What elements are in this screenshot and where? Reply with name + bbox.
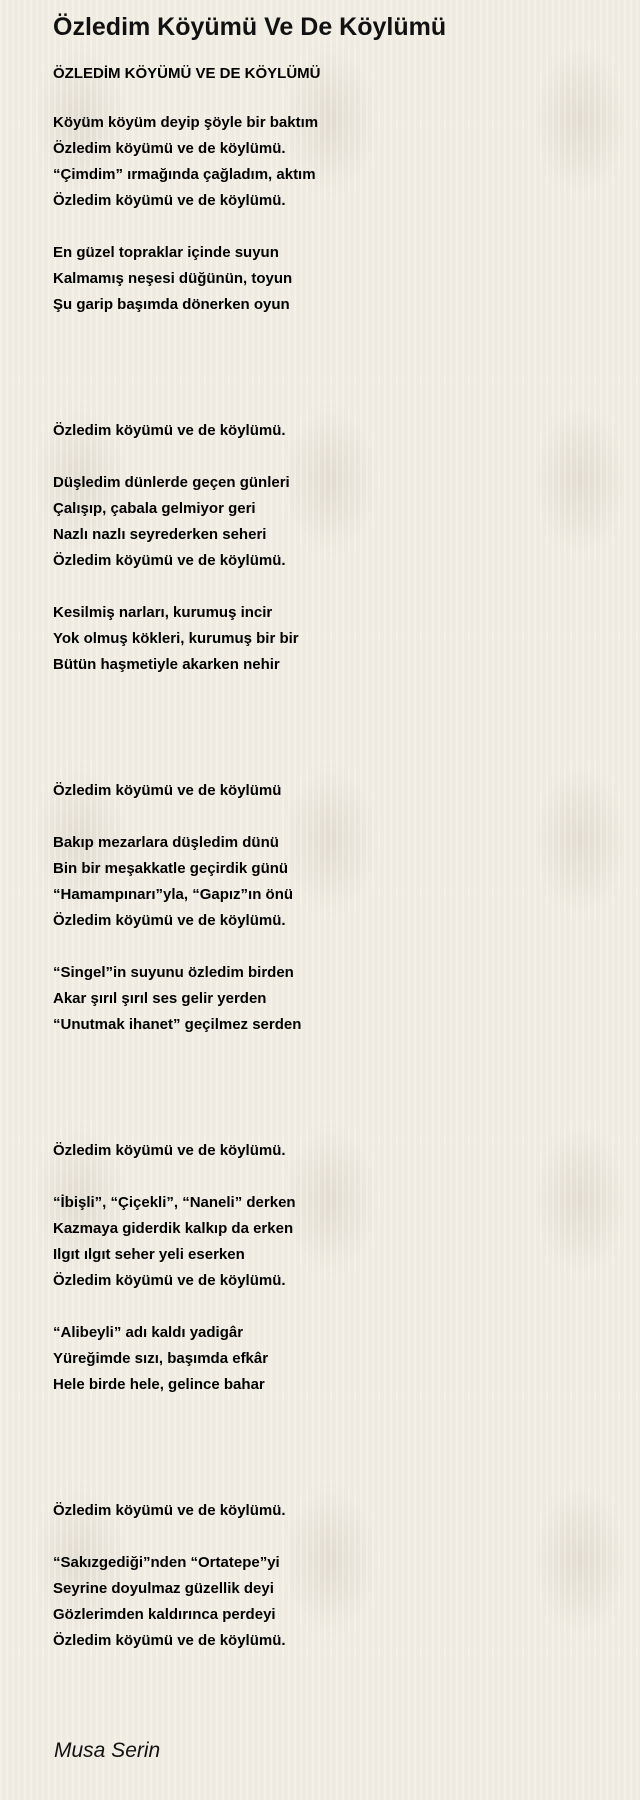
stanza-spacer	[53, 574, 640, 600]
poem-stanza	[53, 1320, 640, 1398]
poem-line: Kesilmiş narları, kurumuş incir	[53, 604, 273, 621]
poem-line: En güzel topraklar içinde suyun	[53, 244, 279, 261]
poem-stanza	[53, 1190, 640, 1294]
poem-line: Bin bir meşakkatle geçirdik günü	[53, 860, 289, 877]
stanza-spacer	[53, 1164, 640, 1190]
poem-line: “Hamampınarı”yla, “Gapız”ın önü	[53, 886, 294, 903]
poem-line: Köyüm köyüm deyip şöyle bir baktım	[53, 114, 319, 131]
poem-line: Özledim köyümü ve de köylümü.	[53, 1502, 286, 1519]
stanza-spacer	[53, 678, 640, 778]
stanza-spacer	[53, 318, 640, 418]
poem-line: Düşledim dünlerde geçen günleri	[53, 474, 290, 491]
stanza-spacer	[53, 1524, 640, 1550]
poem-line: Nazlı nazlı seyrederken seheri	[53, 526, 267, 543]
poem-line: Gözlerimden kaldırınca perdeyi	[53, 1606, 276, 1623]
poem-line: Yüreğimde sızı, başımda efkâr	[53, 1350, 269, 1367]
poem-line: Özledim köyümü ve de köylümü	[53, 782, 282, 799]
stanza-spacer	[53, 444, 640, 470]
poem-stanza	[53, 1138, 640, 1164]
poem-line: Özledim köyümü ve de köylümü.	[53, 1632, 286, 1649]
stanza-spacer	[53, 804, 640, 830]
stanza-spacer	[53, 934, 640, 960]
poem-line: Akar şırıl şırıl ses gelir yerden	[53, 990, 267, 1007]
author-name: Musa Serin	[54, 1739, 161, 1762]
poem-body	[53, 110, 640, 1654]
poem-line: “Singel”in suyunu özledim birden	[53, 964, 294, 981]
poem-line: “Unutmak ihanet” geçilmez serden	[53, 1016, 302, 1033]
poem-stanza	[53, 470, 640, 574]
poem-line: Özledim köyümü ve de köylümü.	[53, 1142, 286, 1159]
poem-line: Özledim köyümü ve de köylümü.	[53, 192, 286, 209]
poem-line: Yok olmuş kökleri, kurumuş bir bir	[53, 630, 299, 647]
poem-stanza	[53, 830, 640, 934]
poem-line: Özledim köyümü ve de köylümü.	[53, 1272, 286, 1289]
poem-line: Özledim köyümü ve de köylümü.	[53, 912, 286, 929]
poem-line: Özledim köyümü ve de köylümü.	[53, 422, 286, 439]
poem-stanza	[53, 1498, 640, 1524]
poem-stanza	[53, 110, 640, 214]
poem-line: “Çimdim” ırmağında çağladım, aktım	[53, 166, 316, 183]
stanza-spacer	[53, 1294, 640, 1320]
poem-subtitle: ÖZLEDİM KÖYÜMÜ VE DE KÖYLÜMÜ	[53, 65, 321, 82]
stanza-spacer	[53, 1038, 640, 1138]
poem-line: Özledim köyümü ve de köylümü.	[53, 140, 286, 157]
poem-stanza	[53, 418, 640, 444]
poem-line: “İbişli”, “Çiçekli”, “Naneli” derken	[53, 1194, 296, 1211]
page-title: Özledim Köyümü Ve De Köylümü	[53, 13, 447, 41]
poem-line: Seyrine doyulmaz güzellik deyi	[53, 1580, 274, 1597]
poem-line: Hele birde hele, gelince bahar	[53, 1376, 265, 1393]
poem-line: Özledim köyümü ve de köylümü.	[53, 552, 286, 569]
poem-line: “Sakızgediği”nden “Ortatepe”yi	[53, 1554, 280, 1571]
poem-stanza	[53, 1550, 640, 1654]
poem-line: Bakıp mezarlara düşledim dünü	[53, 834, 279, 851]
poem-stanza	[53, 960, 640, 1038]
poem-line: Kazmaya giderdik kalkıp da erken	[53, 1220, 294, 1237]
poem-stanza	[53, 600, 640, 678]
poem-line: Çalışıp, çabala gelmiyor geri	[53, 500, 256, 517]
poem-line: Bütün haşmetiyle akarken nehir	[53, 656, 280, 673]
poem-line: Şu garip başımda dönerken oyun	[53, 296, 290, 313]
poem-line: “Alibeyli” adı kaldı yadigâr	[53, 1324, 244, 1341]
stanza-spacer	[53, 1398, 640, 1498]
poem-stanza	[53, 778, 640, 804]
poem-stanza	[53, 240, 640, 318]
poem-line: Kalmamış neşesi düğünün, toyun	[53, 270, 293, 287]
poem-line: Ilgıt ılgıt seher yeli eserken	[53, 1246, 245, 1263]
stanza-spacer	[53, 214, 640, 240]
